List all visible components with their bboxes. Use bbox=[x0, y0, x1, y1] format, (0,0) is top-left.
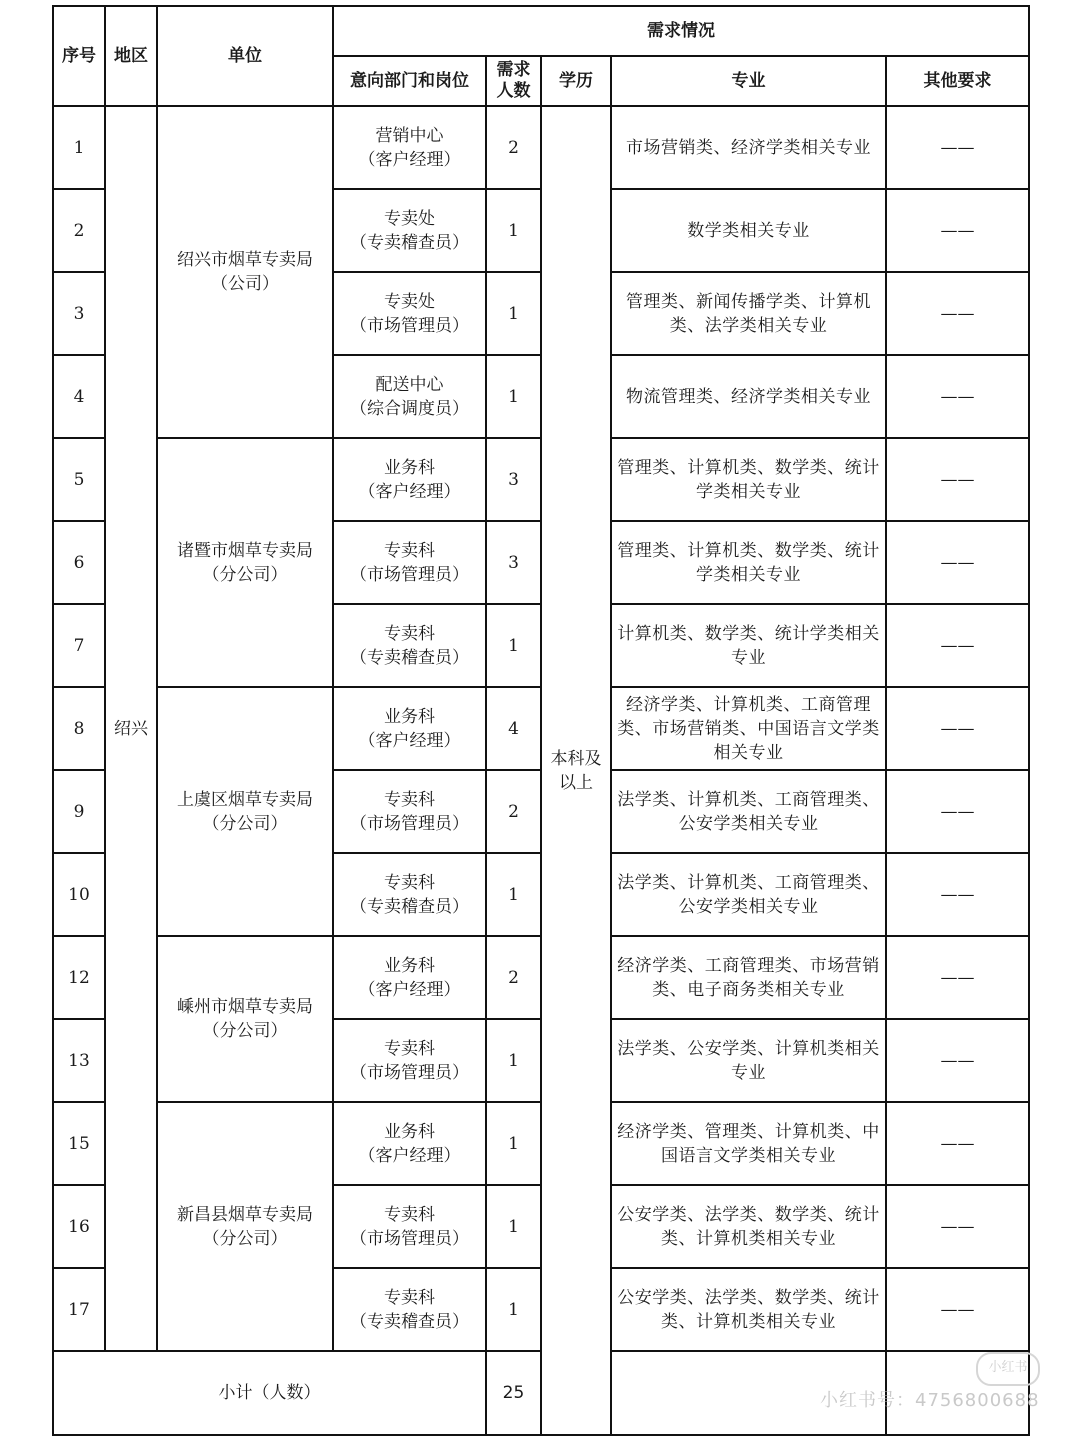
dept-name: 专卖科 bbox=[384, 1038, 435, 1059]
row-other: —— bbox=[886, 106, 1029, 189]
row-seq: 7 bbox=[53, 604, 105, 687]
row-count: 1 bbox=[486, 189, 541, 272]
row-count: 1 bbox=[486, 272, 541, 355]
row-other: —— bbox=[886, 189, 1029, 272]
dept-post-cell bbox=[333, 936, 486, 1019]
row-other: —— bbox=[886, 1268, 1029, 1351]
row-seq: 13 bbox=[53, 1019, 105, 1102]
dept-post-cell bbox=[333, 604, 486, 687]
unit-type: （分公司） bbox=[202, 1228, 288, 1249]
row-major: 市场营销类、经济学类相关专业 bbox=[611, 106, 886, 189]
unit-name: 诸暨市烟草专卖局 bbox=[177, 540, 313, 561]
row-other: —— bbox=[886, 687, 1029, 770]
row-count: 1 bbox=[486, 1185, 541, 1268]
row-seq: 1 bbox=[53, 106, 105, 189]
unit-cell bbox=[157, 936, 333, 1102]
dept-name: 业务科 bbox=[384, 955, 435, 976]
row-major: 管理类、新闻传播学类、计算机类、法学类相关专业 bbox=[611, 272, 886, 355]
unit-cell bbox=[157, 687, 333, 936]
row-other: —— bbox=[886, 521, 1029, 604]
dept-name: 专卖科 bbox=[384, 1287, 435, 1308]
region-cell: 绍兴 bbox=[105, 106, 157, 1351]
row-count: 2 bbox=[486, 106, 541, 189]
header-demand-group: 需求情况 bbox=[333, 6, 1029, 56]
header-unit: 单位 bbox=[157, 6, 333, 106]
header-major: 专业 bbox=[611, 56, 886, 106]
post-name: （市场管理员） bbox=[350, 564, 469, 585]
row-major: 管理类、计算机类、数学类、统计学类相关专业 bbox=[611, 438, 886, 521]
row-seq: 6 bbox=[53, 521, 105, 604]
row-other: —— bbox=[886, 1019, 1029, 1102]
dept-post-cell bbox=[333, 106, 486, 189]
row-major: 管理类、计算机类、数学类、统计学类相关专业 bbox=[611, 521, 886, 604]
post-name: （专卖稽查员） bbox=[350, 896, 469, 917]
row-count: 1 bbox=[486, 604, 541, 687]
unit-type: （分公司） bbox=[202, 813, 288, 834]
post-name: （专卖稽查员） bbox=[350, 647, 469, 668]
row-seq: 2 bbox=[53, 189, 105, 272]
row-major: 经济学类、计算机类、工商管理类、市场营销类、中国语言文学类相关专业 bbox=[611, 687, 886, 770]
row-count: 3 bbox=[486, 438, 541, 521]
unit-type: （公司） bbox=[211, 274, 279, 294]
row-other: —— bbox=[886, 355, 1029, 438]
row-count: 2 bbox=[486, 936, 541, 1019]
dept-post-cell bbox=[333, 1185, 486, 1268]
dept-name: 专卖科 bbox=[384, 872, 435, 893]
row-major: 物流管理类、经济学类相关专业 bbox=[611, 355, 886, 438]
row-count: 4 bbox=[486, 687, 541, 770]
header-other: 其他要求 bbox=[886, 56, 1029, 106]
post-name: （客户经理） bbox=[358, 149, 461, 170]
unit-name: 新昌县烟草专卖局 bbox=[177, 1204, 313, 1225]
header-region: 地区 bbox=[105, 6, 157, 106]
subtotal-label: 小计（人数） bbox=[53, 1351, 486, 1435]
dept-post-cell bbox=[333, 1102, 486, 1185]
dept-name: 专卖科 bbox=[384, 540, 435, 561]
dept-post-cell bbox=[333, 355, 486, 438]
dept-post-cell bbox=[333, 687, 486, 770]
row-major: 公安学类、法学类、数学类、统计类、计算机类相关专业 bbox=[611, 1185, 886, 1268]
table-row bbox=[53, 106, 1029, 189]
row-seq: 17 bbox=[53, 1268, 105, 1351]
dept-name: 专卖处 bbox=[384, 208, 435, 229]
dept-name: 专卖科 bbox=[384, 789, 435, 810]
row-other: —— bbox=[886, 853, 1029, 936]
row-other: —— bbox=[886, 936, 1029, 1019]
row-other: —— bbox=[886, 438, 1029, 521]
row-seq: 9 bbox=[53, 770, 105, 853]
post-name: （专卖稽查员） bbox=[350, 232, 469, 253]
post-name: （客户经理） bbox=[358, 730, 461, 751]
dept-post-cell bbox=[333, 1268, 486, 1351]
unit-cell bbox=[157, 438, 333, 687]
dept-post-cell bbox=[333, 272, 486, 355]
unit-name: 绍兴市烟草专卖局 bbox=[177, 250, 313, 270]
row-seq: 15 bbox=[53, 1102, 105, 1185]
dept-name: 业务科 bbox=[384, 457, 435, 478]
row-seq: 12 bbox=[53, 936, 105, 1019]
dept-name: 专卖科 bbox=[384, 623, 435, 644]
row-major: 法学类、计算机类、工商管理类、公安学类相关专业 bbox=[611, 853, 886, 936]
watermark-logo: 小红书 bbox=[976, 1352, 1040, 1386]
dept-post-cell bbox=[333, 770, 486, 853]
dept-post-cell bbox=[333, 189, 486, 272]
dept-name: 营销中心 bbox=[375, 125, 444, 146]
post-name: （市场管理员） bbox=[350, 813, 469, 834]
post-name: （综合调度员） bbox=[350, 398, 469, 419]
post-name: （客户经理） bbox=[358, 481, 461, 502]
unit-cell bbox=[157, 1102, 333, 1351]
post-name: （市场管理员） bbox=[350, 315, 469, 336]
watermark-text: 小红书号：4756800688 bbox=[820, 1390, 1040, 1411]
post-name: （市场管理员） bbox=[350, 1062, 469, 1083]
row-count: 1 bbox=[486, 355, 541, 438]
subtotal-value: 25 bbox=[486, 1351, 541, 1435]
row-major: 经济学类、管理类、计算机类、中国语言文学类相关专业 bbox=[611, 1102, 886, 1185]
header-count: 需求人数 bbox=[486, 56, 541, 106]
post-name: （专卖稽查员） bbox=[350, 1311, 469, 1332]
dept-name: 配送中心 bbox=[375, 374, 444, 395]
dept-post-cell bbox=[333, 438, 486, 521]
post-name: （客户经理） bbox=[358, 979, 461, 1000]
dept-post-cell bbox=[333, 853, 486, 936]
row-major: 法学类、公安学类、计算机类相关专业 bbox=[611, 1019, 886, 1102]
row-count: 2 bbox=[486, 770, 541, 853]
recruitment-table bbox=[52, 5, 1030, 1436]
row-seq: 3 bbox=[53, 272, 105, 355]
row-seq: 5 bbox=[53, 438, 105, 521]
header-dept-post: 意向部门和岗位 bbox=[333, 56, 486, 106]
unit-name: 嵊州市烟草专卖局 bbox=[177, 997, 313, 1017]
row-count: 1 bbox=[486, 1268, 541, 1351]
dept-post-cell bbox=[333, 521, 486, 604]
dept-name: 专卖科 bbox=[384, 1204, 435, 1225]
row-count: 1 bbox=[486, 1019, 541, 1102]
header-education: 学历 bbox=[541, 56, 611, 106]
row-major: 公安学类、法学类、数学类、统计类、计算机类相关专业 bbox=[611, 1268, 886, 1351]
row-major: 经济学类、工商管理类、市场营销类、电子商务类相关专业 bbox=[611, 936, 886, 1019]
post-name: （客户经理） bbox=[358, 1145, 461, 1166]
unit-type: （分公司） bbox=[202, 1021, 288, 1041]
row-other: —— bbox=[886, 272, 1029, 355]
row-seq: 10 bbox=[53, 853, 105, 936]
row-count: 3 bbox=[486, 521, 541, 604]
row-other: —— bbox=[886, 1102, 1029, 1185]
row-count: 1 bbox=[486, 853, 541, 936]
row-major: 法学类、计算机类、工商管理类、公安学类相关专业 bbox=[611, 770, 886, 853]
row-seq: 8 bbox=[53, 687, 105, 770]
row-other: —— bbox=[886, 770, 1029, 853]
dept-name: 专卖处 bbox=[384, 291, 435, 312]
row-other: —— bbox=[886, 604, 1029, 687]
row-major: 数学类相关专业 bbox=[611, 189, 886, 272]
dept-name: 业务科 bbox=[384, 706, 435, 727]
header-seq: 序号 bbox=[53, 6, 105, 106]
row-major: 计算机类、数学类、统计学类相关专业 bbox=[611, 604, 886, 687]
post-name: （市场管理员） bbox=[350, 1228, 469, 1249]
education-cell: 本科及以上 bbox=[541, 106, 611, 1435]
dept-name: 业务科 bbox=[384, 1121, 435, 1142]
row-other: —— bbox=[886, 1185, 1029, 1268]
row-count: 1 bbox=[486, 1102, 541, 1185]
unit-cell bbox=[157, 106, 333, 438]
dept-post-cell bbox=[333, 1019, 486, 1102]
unit-name: 上虞区烟草专卖局 bbox=[177, 789, 313, 810]
row-seq: 4 bbox=[53, 355, 105, 438]
unit-type: （分公司） bbox=[202, 564, 288, 585]
row-seq: 16 bbox=[53, 1185, 105, 1268]
